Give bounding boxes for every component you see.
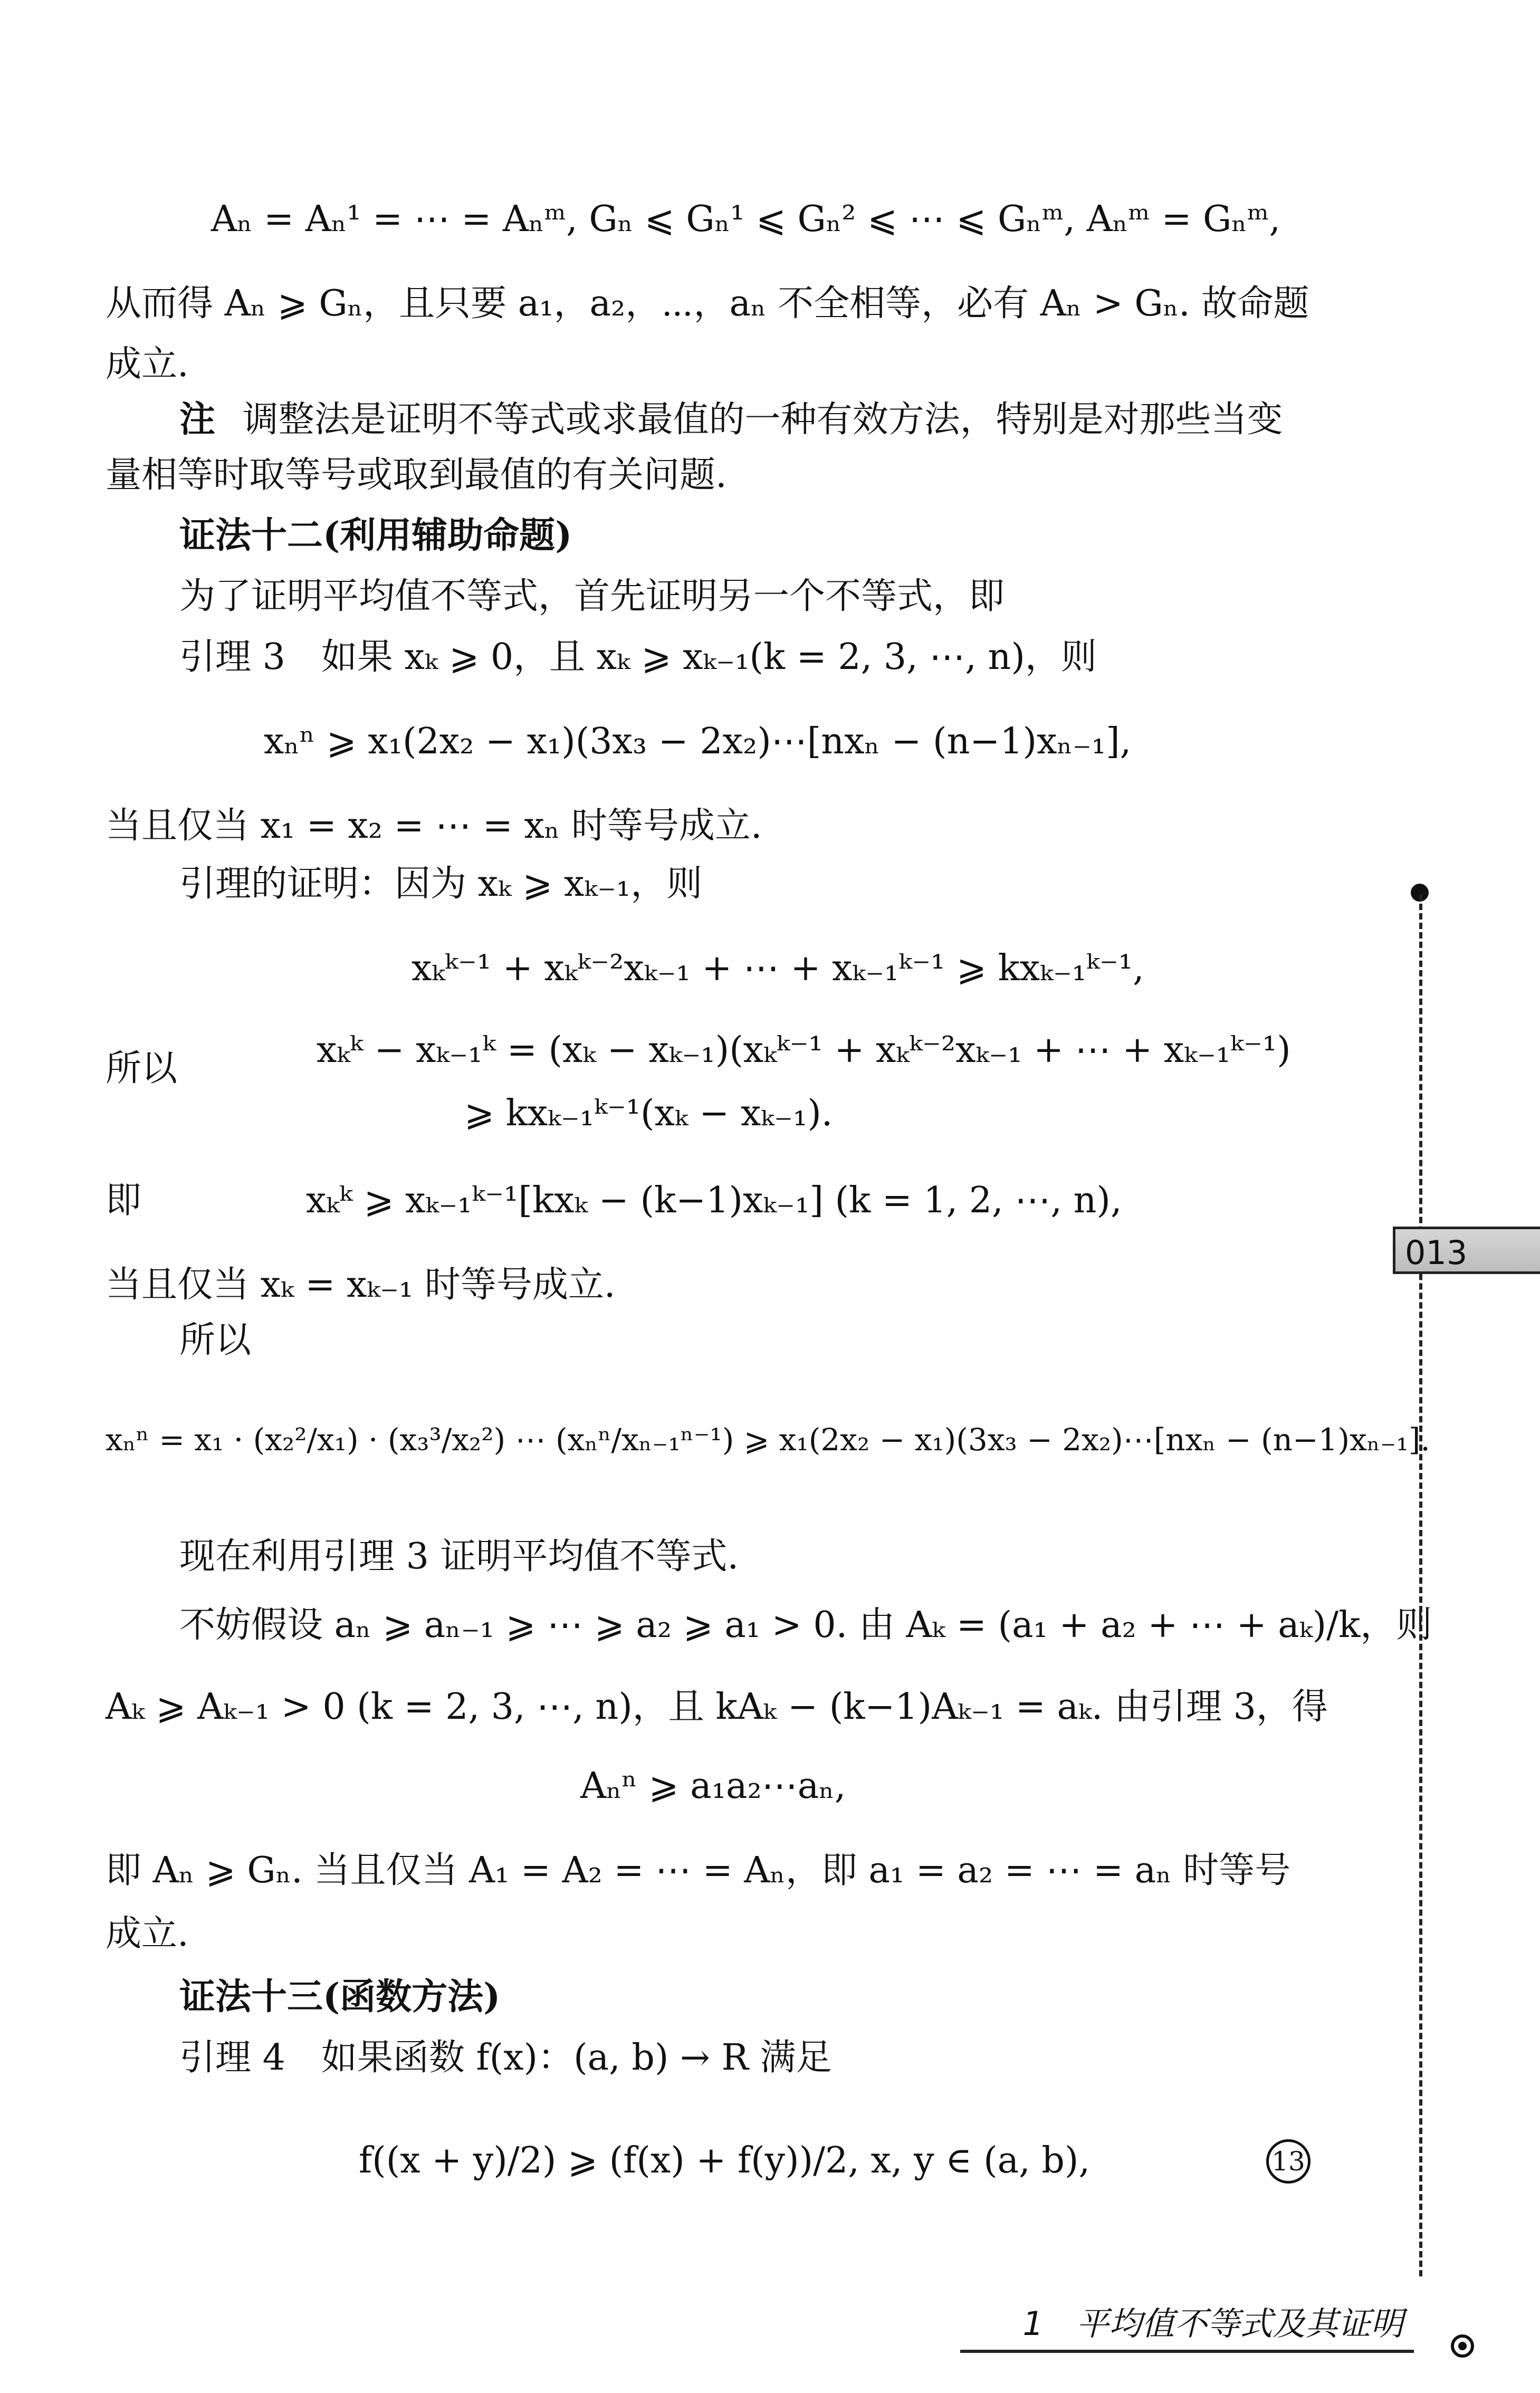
lemma-4-statement: 引理 4 如果函数 f(x)：(a, b) → R 满足 (179, 2037, 832, 2079)
paragraph-2: 当且仅当 x₁ = x₂ = ⋯ = xₙ 时等号成立. (106, 805, 762, 847)
equation-6: xₙⁿ = x₁ · (x₂²/x₁) · (x₃³/x₂²) ⋯ (xₙⁿ/xₙ₋₁ⁿ⁻¹) ⩾ x₁(2x₂ − x₁)(3x₃ − 2x₂)⋯[nxₙ − (n−1)xₙ₋₁]. (106, 1422, 1430, 1458)
note-text-1: 调整法是证明不等式或求最值的一种有效方法，特别是对那些当变 (242, 399, 1283, 441)
paragraph-1-line-2: 成立. (106, 343, 189, 385)
method-12-intro: 为了证明平均值不等式，首先证明另一个不等式，即 (179, 576, 1005, 617)
paragraph-6-line-2: 成立. (106, 1913, 189, 1955)
equation-number-13: 13 (1266, 2139, 1311, 2184)
suoyi-label-2: 所以 (179, 1319, 252, 1361)
footer-ring-icon (1451, 2334, 1474, 2358)
equation-2: xₙⁿ ⩾ x₁(2x₂ − x₁)(3x₃ − 2x₂)⋯[nxₙ − (n−1)xₙ₋₁], (264, 721, 1132, 762)
lemma-3-statement: 引理 3 如果 xₖ ⩾ 0，且 xₖ ⩾ xₖ₋₁(k = 2, 3, ⋯, n)，则 (179, 636, 1097, 678)
equation-8: f((x + y)/2) ⩾ (f(x) + f(y))/2, x, y ∈ (a, b), (359, 2140, 1091, 2181)
equation-3: xₖᵏ⁻¹ + xₖᵏ⁻²xₖ₋₁ + ⋯ + xₖ₋₁ᵏ⁻¹ ⩾ kxₖ₋₁ᵏ⁻¹, (412, 947, 1144, 989)
margin-dashed-line (1419, 894, 1422, 2276)
equation-4-line-1: xₖᵏ − xₖ₋₁ᵏ = (xₖ − xₖ₋₁)(xₖᵏ⁻¹ + xₖᵏ⁻²xₖ₋₁ + ⋯ + xₖ₋₁ᵏ⁻¹) (317, 1029, 1291, 1071)
equation-1: Aₙ = Aₙ¹ = ⋯ = Aₙᵐ, Gₙ ⩽ Gₙ¹ ⩽ Gₙ² ⩽ ⋯ ⩽ Gₙᵐ, Aₙᵐ = Gₙᵐ, (211, 198, 1281, 240)
paragraph-6-line-1: 即 Aₙ ⩾ Gₙ. 当且仅当 A₁ = A₂ = ⋯ = Aₙ，即 a₁ = a₂ = ⋯ = aₙ 时等号 (106, 1850, 1291, 1891)
paragraph-4: 现在利用引理 3 证明平均值不等式. (179, 1536, 739, 1577)
page-number-tab: 013 (1393, 1227, 1540, 1274)
equation-7: Aₙⁿ ⩾ a₁a₂⋯aₙ, (580, 1765, 846, 1807)
equation-5: xₖᵏ ⩾ xₖ₋₁ᵏ⁻¹[kxₖ − (k−1)xₖ₋₁] (k = 1, 2, ⋯, n), (306, 1180, 1122, 1221)
paragraph-5-line-1: 不妨假设 aₙ ⩾ aₙ₋₁ ⩾ ⋯ ⩾ a₂ ⩾ a₁ > 0. 由 Aₖ = (a₁ + a₂ + ⋯ + aₖ)/k，则 (179, 1604, 1432, 1646)
lemma-proof-intro: 引理的证明：因为 xₖ ⩾ xₖ₋₁，则 (179, 863, 703, 905)
note-line-1 (179, 398, 1283, 442)
method-13-heading: 证法十三(函数方法) (179, 1976, 501, 2018)
note-line-2: 量相等时取等号或取到最值的有关问题. (106, 454, 727, 496)
suoyi-label: 所以 (106, 1048, 178, 1089)
running-footer: 1 平均值不等式及其证明 (960, 2300, 1414, 2353)
paragraph-3: 当且仅当 xₖ = xₖ₋₁ 时等号成立. (106, 1264, 616, 1306)
ji-label: 即 (106, 1180, 142, 1221)
paragraph-1-line-1: 从而得 Aₙ ⩾ Gₙ，且只要 a₁，a₂，⋯，aₙ 不全相等，必有 Aₙ > Gₙ. 故命题 (106, 283, 1309, 324)
note-label: 注 (179, 398, 216, 441)
method-12-heading: 证法十二(利用辅助命题) (179, 514, 572, 557)
paragraph-5-line-2: Aₖ ⩾ Aₖ₋₁ > 0 (k = 2, 3, ⋯, n)，且 kAₖ − (k−1)Aₖ₋₁ = aₖ. 由引理 3，得 (106, 1686, 1328, 1728)
equation-4-line-2: ⩾ kxₖ₋₁ᵏ⁻¹(xₖ − xₖ₋₁). (464, 1093, 833, 1134)
